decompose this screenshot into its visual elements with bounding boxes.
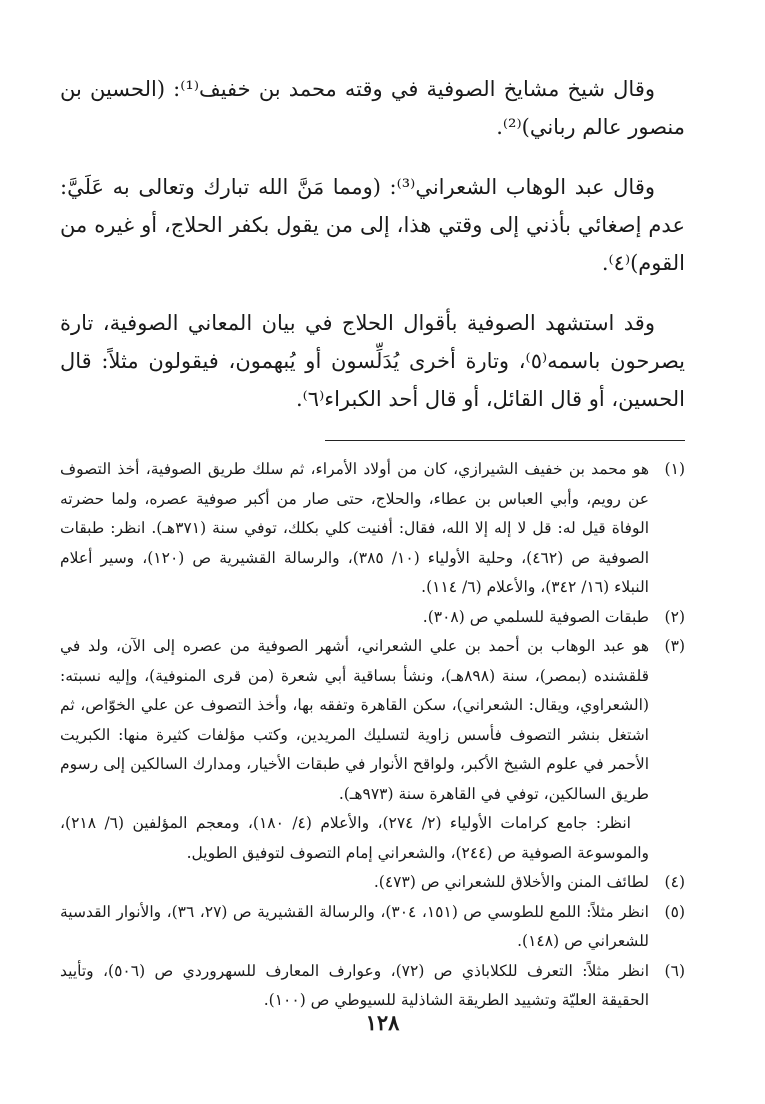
paragraph-3: وقد استشهد الصوفية بأقوال الحلاج في بيان المعاني الصوفية، تارة يصرحون باسمه⁽٥⁾، وتارة أخرى يُدَلِّسون أو يُبهمون، فيقولون مثلاً: قال الحسين، أو قال القائل، أو قال أحد الكبراء⁽٦⁾. xyxy=(60,311,686,411)
footnote-number: (٣) xyxy=(664,637,685,655)
paragraph-1: وقال شيخ مشايخ الصوفية في وقته محمد بن خفيف⁽¹⁾: (الحسين بن منصور عالم رباني)⁽²⁾. xyxy=(60,77,685,139)
footnote-text: انظر مثلاً: اللمع للطوسي ص (١٥١، ٣٠٤)، والرسالة القشيرية ص (٢٧، ٣٦)، والأنوار القدسية للشعراني ص (١٤٨). xyxy=(60,902,649,950)
footnote-text: لطائف المنن والأخلاق للشعراني ص (٤٧٣). xyxy=(373,873,649,891)
footnote-number: (٢) xyxy=(664,607,685,626)
footnote-6 xyxy=(60,957,685,1016)
page-number: ١٢٨ xyxy=(365,1010,400,1035)
footnotes xyxy=(60,455,685,1016)
footnote-text: انظر مثلاً: التعرف للكلاباذي ص (٧٢)، وعوارف المعارف للسهروردي ص (٥٠٦)، وتأييد الحقيقة العليّة وتشييد الطريقة الشاذلية للسيوطي ص (١٠٠). xyxy=(60,961,649,1009)
footnote-text: طبقات الصوفية للسلمي ص (٣٠٨). xyxy=(422,607,649,626)
footnote-4 xyxy=(60,868,685,898)
footnote-number: (١) xyxy=(664,460,685,478)
footnote-2 xyxy=(60,603,685,633)
footnote-5 xyxy=(60,898,685,957)
footnote-text: هو محمد بن خفيف الشيرازي، كان من أولاد الأمراء، ثم سلك طريق الصوفية، أخذ التصوف عن رويم، وأبي العباس بن عطاء، والحلاج، حتى صار من أكبر صوفية عصره، ولما حضرته الوفاة قيل له: قل لا إله إلا الله، فقال: أفنيت كلي بكلك، توفي سنة (٣٧١هـ). انظر: طبقات الصوفية ص (٤٦٢)، وحلية الأولياء (١٠/ ٣٨٥)، والرسالة القشيرية ص (١٢٠)، وسير أعلام النبلاء (١٦/ ٣٤٢)، والأعلام (٦/ ١١٤). xyxy=(60,460,649,596)
page-body xyxy=(60,70,685,1016)
paragraph-2: وقال عبد الوهاب الشعراني⁽³⁾: (ومما مَنَّ الله تبارك وتعالى به عَلَيَّ: عدم إصغائي بأذني إلى وقتي هذا، إلى من يقول بكفر الحلاج، أو غيره من القوم)⁽٤⁾. xyxy=(60,175,685,275)
footnote-1 xyxy=(60,455,685,603)
footnote-3 xyxy=(60,632,685,809)
footnote-divider xyxy=(325,440,685,441)
main-text xyxy=(60,70,685,418)
footnote-number: (٦) xyxy=(664,961,685,980)
footnote-number: (٥) xyxy=(664,902,685,921)
footnote-3-continuation: انظر: جامع كرامات الأولياء (٢/ ٢٧٤)، والأعلام (٤/ ١٨٠)، ومعجم المؤلفين (٦/ ٢١٨)، والموسوعة الصوفية ص (٢٤٤)، والشعراني إمام التصوف لتوفيق الطويل. xyxy=(60,814,649,862)
footnote-text: هو عبد الوهاب بن أحمد بن علي الشعراني، أشهر الصوفية من عصره إلى الآن، ولد في قلقشنده (بمصر)، سنة (٨٩٨هـ)، ونشأ بساقية أبي شعرة (من قرى المنوفية)، وإليه نسبته: (الشعراوي، ويقال: الشعراني)، سكن القاهرة وتفقه بها، وأخذ التصوف عن علي الخوّاص، ثم اشتغل بنشر التصوف فأسس زاوية لتسليك المريدين، وكتب مؤلفات كثيرة منها: الكبريت الأحمر في علوم الشيخ الأكبر، ولواقح الأنوار في طبقات الأخيار، ومدارك السالكين إلى رسوم طريق السالكين، توفي في القاهرة سنة (٩٧٣هـ). xyxy=(60,637,650,803)
footnote-number: (٤) xyxy=(664,873,685,891)
